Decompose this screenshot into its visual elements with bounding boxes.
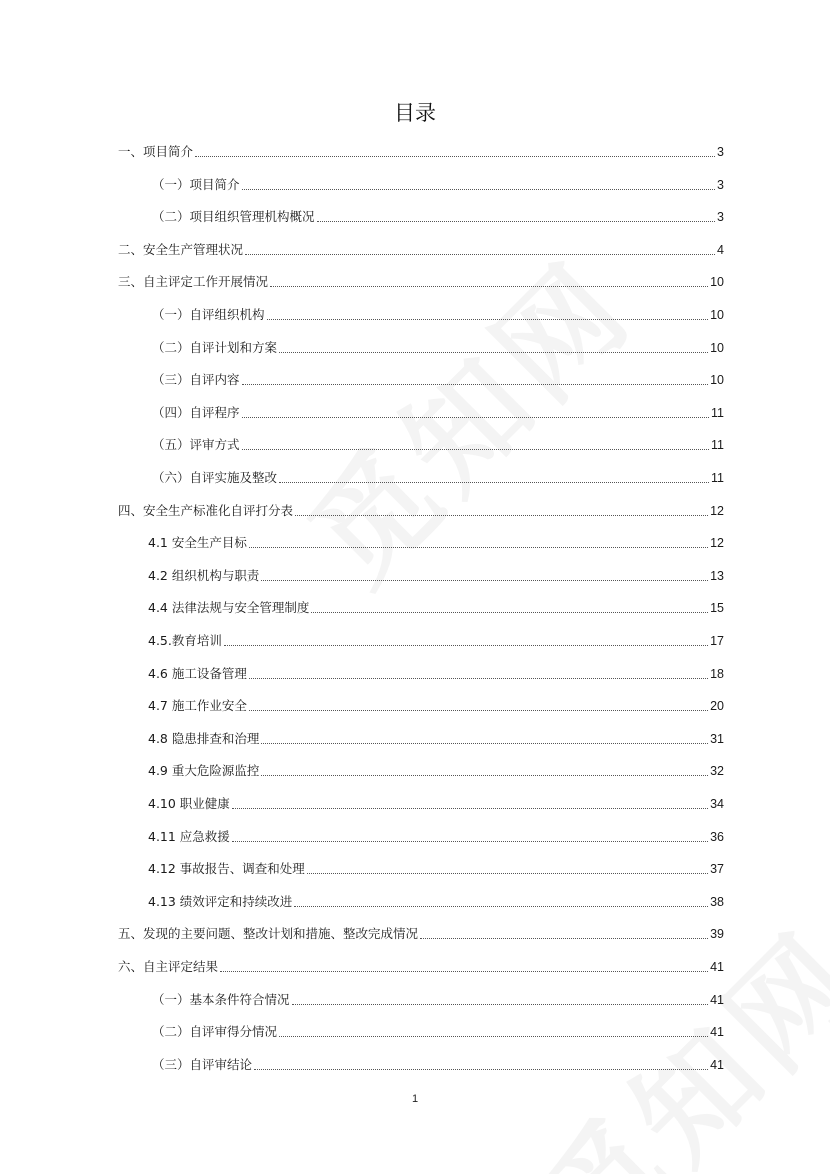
toc-entry-label: （一）基本条件符合情况 <box>152 992 290 1007</box>
toc-entry[interactable] <box>148 727 724 747</box>
toc-entry-page: 10 <box>710 275 724 289</box>
toc-entry-label: 二、安全生产管理状况 <box>118 242 244 257</box>
toc-entry-page: 32 <box>710 764 724 778</box>
toc-entry-label: 4.8 隐患排查和治理 <box>148 731 260 746</box>
toc-entry-page: 38 <box>710 895 724 909</box>
toc-dot-leader <box>307 872 708 874</box>
toc-entry[interactable] <box>148 629 724 649</box>
toc-dot-leader <box>294 905 708 907</box>
toc-dot-leader <box>254 1068 708 1070</box>
toc-entry-page: 39 <box>710 927 724 941</box>
toc-entry-page: 10 <box>710 341 724 355</box>
toc-entry-label: 4.2 组织机构与职责 <box>148 568 260 583</box>
toc-entry[interactable] <box>152 368 724 388</box>
toc-entry-label: 4.4 法律法规与安全管理制度 <box>148 600 310 615</box>
toc-dot-leader <box>224 644 708 646</box>
toc-dot-leader <box>261 579 708 581</box>
toc-entry[interactable] <box>118 922 724 942</box>
toc-dot-leader <box>242 448 710 450</box>
toc-entry[interactable] <box>148 564 724 584</box>
toc-dot-leader <box>232 807 708 809</box>
toc-dot-leader <box>279 351 708 353</box>
toc-dot-leader <box>279 1035 708 1037</box>
toc-entry-label: 4.5.教育培训 <box>148 633 222 648</box>
toc-entry[interactable] <box>148 596 724 616</box>
toc-entry-label: （四）自评程序 <box>152 405 240 420</box>
toc-dot-leader <box>420 937 708 939</box>
toc-entry-page: 37 <box>710 862 724 876</box>
toc-entry-label: 4.11 应急救援 <box>148 829 230 844</box>
toc-entry[interactable] <box>118 140 724 160</box>
toc-entry-label: 三、自主评定工作开展情况 <box>118 274 269 289</box>
toc-entry[interactable] <box>148 857 724 877</box>
toc-entry-page: 41 <box>710 960 724 974</box>
toc-entry-page: 20 <box>710 699 724 713</box>
toc-entry-label: 六、自主评定结果 <box>118 959 219 974</box>
toc-entry[interactable] <box>152 173 724 193</box>
toc-dot-leader <box>249 677 708 679</box>
toc-dot-leader <box>292 1003 709 1005</box>
toc-dot-leader <box>270 285 708 287</box>
toc-dot-leader <box>267 318 709 320</box>
toc-entry[interactable] <box>148 662 724 682</box>
toc-entry[interactable] <box>152 1020 724 1040</box>
toc-entry-page: 12 <box>710 536 724 550</box>
toc-entry-label: （六）自评实施及整改 <box>152 470 278 485</box>
toc-entry[interactable] <box>148 792 724 812</box>
toc-dot-leader <box>242 188 716 190</box>
toc-dot-leader <box>311 611 708 613</box>
toc-entry-label: （一）自评组织机构 <box>152 307 265 322</box>
toc-entry-page: 41 <box>710 993 724 1007</box>
toc-dot-leader <box>249 546 708 548</box>
toc-entry-page: 3 <box>717 210 724 224</box>
toc-entry-label: 4.10 职业健康 <box>148 796 230 811</box>
toc-entry[interactable] <box>152 401 724 421</box>
toc-entry[interactable] <box>148 694 724 714</box>
toc-entry-label: （三）自评审结论 <box>152 1057 253 1072</box>
toc-entry-label: 4.7 施工作业安全 <box>148 698 247 713</box>
toc-entry-label: （五）评审方式 <box>152 437 240 452</box>
toc-entry[interactable] <box>152 205 724 225</box>
toc-entry[interactable] <box>152 433 724 453</box>
toc-entry[interactable] <box>148 531 724 551</box>
toc-entry-page: 12 <box>710 504 724 518</box>
toc-dot-leader <box>195 155 715 157</box>
toc-entry-page: 17 <box>710 634 724 648</box>
toc-entry-page: 31 <box>710 732 724 746</box>
toc-entry-label: 一、项目简介 <box>118 144 194 159</box>
toc-entry-label: 4.13 绩效评定和持续改进 <box>148 894 293 909</box>
toc-entry-page: 3 <box>717 145 724 159</box>
toc-dot-leader <box>245 253 715 255</box>
toc-entry[interactable] <box>118 270 724 290</box>
toc-entry[interactable] <box>152 303 724 323</box>
toc-entry-page: 41 <box>710 1025 724 1039</box>
toc-dot-leader <box>232 840 708 842</box>
toc-entry[interactable] <box>118 955 724 975</box>
toc-entry-label: 4.6 施工设备管理 <box>148 666 247 681</box>
toc-dot-leader <box>242 416 710 418</box>
toc-entry[interactable] <box>118 499 724 519</box>
toc-entry-label: （二）项目组织管理机构概况 <box>152 209 315 224</box>
toc-entry-page: 34 <box>710 797 724 811</box>
toc-entry[interactable] <box>152 988 724 1008</box>
toc-dot-leader <box>261 774 708 776</box>
toc-entry-page: 10 <box>710 308 724 322</box>
toc-entry-label: 4.9 重大危险源监控 <box>148 763 260 778</box>
toc-entry-page: 3 <box>717 178 724 192</box>
toc-entry-label: （三）自评内容 <box>152 372 240 387</box>
toc-entry-page: 18 <box>710 667 724 681</box>
toc-entry-page: 11 <box>711 406 724 420</box>
page-title: 目录 <box>394 101 436 125</box>
toc-entry-label: 五、发现的主要问题、整改计划和措施、整改完成情况 <box>118 926 419 941</box>
toc-dot-leader <box>242 383 709 385</box>
toc-dot-leader <box>249 709 708 711</box>
toc-entry-page: 41 <box>710 1058 724 1072</box>
toc-entry[interactable] <box>118 238 724 258</box>
toc-entry-label: （二）自评计划和方案 <box>152 340 278 355</box>
toc-entry[interactable] <box>148 825 724 845</box>
toc-entry-page: 10 <box>710 373 724 387</box>
toc-dot-leader <box>220 970 708 972</box>
toc-dot-leader <box>261 742 708 744</box>
toc-entry-page: 4 <box>717 243 724 257</box>
toc-dot-leader <box>317 220 716 222</box>
toc-dot-leader <box>295 514 708 516</box>
page-number: 1 <box>411 1093 419 1105</box>
toc-entry-page: 36 <box>710 830 724 844</box>
toc-dot-leader <box>279 481 709 483</box>
toc-entry[interactable] <box>148 759 724 779</box>
toc-entry-label: 4.1 安全生产目标 <box>148 535 247 550</box>
toc-entry[interactable] <box>152 336 724 356</box>
toc-entry-page: 11 <box>711 438 724 452</box>
toc-entry[interactable] <box>148 890 724 910</box>
toc-entry-label: 4.12 事故报告、调查和处理 <box>148 861 305 876</box>
toc-entry-label: 四、安全生产标准化自评打分表 <box>118 503 294 518</box>
toc-entry[interactable] <box>152 1053 724 1073</box>
toc-entry-page: 13 <box>710 569 724 583</box>
toc-entry-label: （一）项目简介 <box>152 177 240 192</box>
toc-entry-page: 11 <box>711 471 724 485</box>
toc-entry-page: 15 <box>710 601 724 615</box>
toc-entry-label: （二）自评审得分情况 <box>152 1024 278 1039</box>
toc-entry[interactable] <box>152 466 724 486</box>
